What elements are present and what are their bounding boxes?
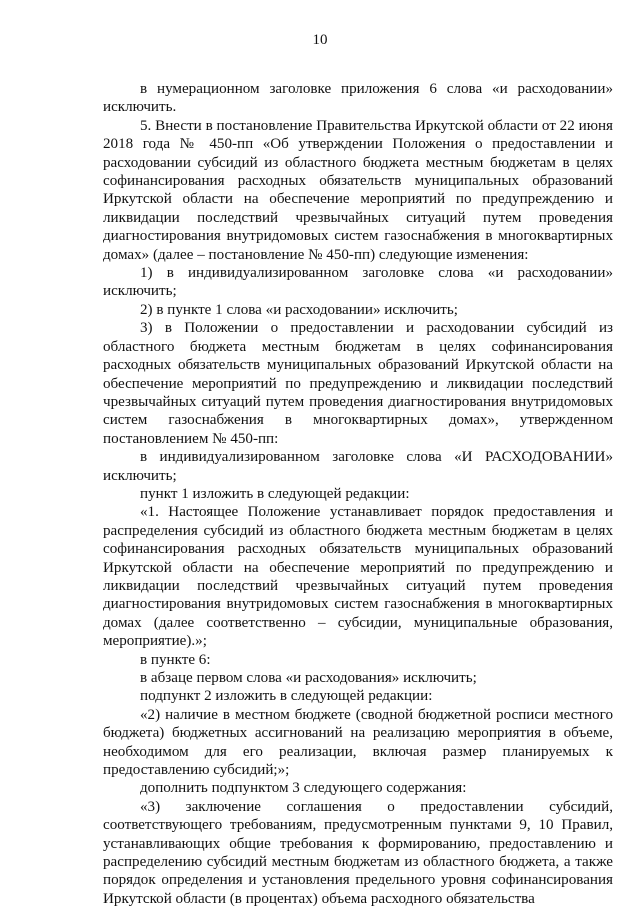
paragraph-point-6-first-abzac: в абзаце первом слова «и расходования» исключить; [140, 670, 477, 686]
page-number: 10 [312, 32, 328, 48]
paragraph-subpoint-3-text: «3) заключение соглашения о предоставлении субсидий, соответствующего требованиям, предусмотренным пунктами 9, 10 Правил, устанавливающих общие требования к формированию, предоставлению и распределению субсидий местным бюджетам из областного бюджета, а также порядок определения и установления предельного уровня софинансирования Иркутской области (в процентах) объема расходного обязательства [103, 798, 613, 907]
paragraph-appendix-6-heading: в нумерационном заголовке приложения 6 слова «и расходовании» исключить. [103, 81, 613, 116]
paragraph-subitem-2: 2) в пункте 1 слова «и расходовании» исключить; [140, 301, 458, 318]
paragraph-subitem-1: 1) в индивидуализированном заголовке слова «и расходовании» исключить; [103, 265, 613, 300]
paragraph-item-5: 5. Внести в постановление Правительства Иркутской области от 22 июня 2018 года № 450-пп «Об утверждении Положения о предоставлении и расходовании субсидий из областного бюджета местным бюджетам в целях софинансирования расходных обязательств муниципальных образований Иркутской области на обеспечение мероприятий по предупреждению и ликвидации последствий чрезвычайных ситуаций путем проведения диагностирования внутридомовых систем газоснабжения в многоквартирных домах» (далее – постановление № 450-пп) следующие изменения: [103, 117, 613, 263]
paragraph-point-1-text: «1. Настоящее Положение устанавливает порядок предоставления и распределения субсидий из областного бюджета местным бюджетам в целях софинансирования расходных обязательств муниципальных образований Иркутской области на обеспечение мероприятий по предупреждению и ликвидации последствий чрезвычайных ситуаций путем проведения диагностирования внутридомовых систем газоснабжения в многоквартирных домах (далее соответственно – субсидии, муниципальные образования, мероприятие).»; [103, 504, 613, 650]
paragraph-point-6-intro: в пункте 6: [140, 651, 211, 668]
paragraph-subitem-3: 3) в Положении о предоставлении и расходовании субсидий из областного бюджета местным бюджетам в целях софинансирования расходных обязательств муниципальных образований Иркутской области на обеспечение мероприятий по предупреждению и ликвидации последствий чрезвычайных ситуаций путем проведения диагностирования внутридомовых систем газоснабжения в многоквартирных домах», утвержденном постановлением № 450-пп: [103, 320, 613, 447]
paragraph-point-1-intro: пункт 1 изложить в следующей редакции: [140, 485, 410, 502]
paragraph-subpoint-3-intro: дополнить подпунктом 3 следующего содержания: [140, 780, 467, 797]
paragraph-subpoint-2-intro: подпункт 2 изложить в следующей редакции: [140, 688, 433, 705]
paragraph-heading-change: в индивидуализированном заголовке слова «И РАСХОДОВАНИИ» исключить; [103, 449, 613, 484]
paragraph-subpoint-2-text: «2) наличие в местном бюджете (сводной бюджетной росписи местного бюджета) бюджетных ассигнований на реализацию мероприятия в объеме, необходимом для его реализации, включая размер планируемых к предоставлению субсидий;»; [103, 706, 613, 779]
document-body [103, 80, 613, 908]
